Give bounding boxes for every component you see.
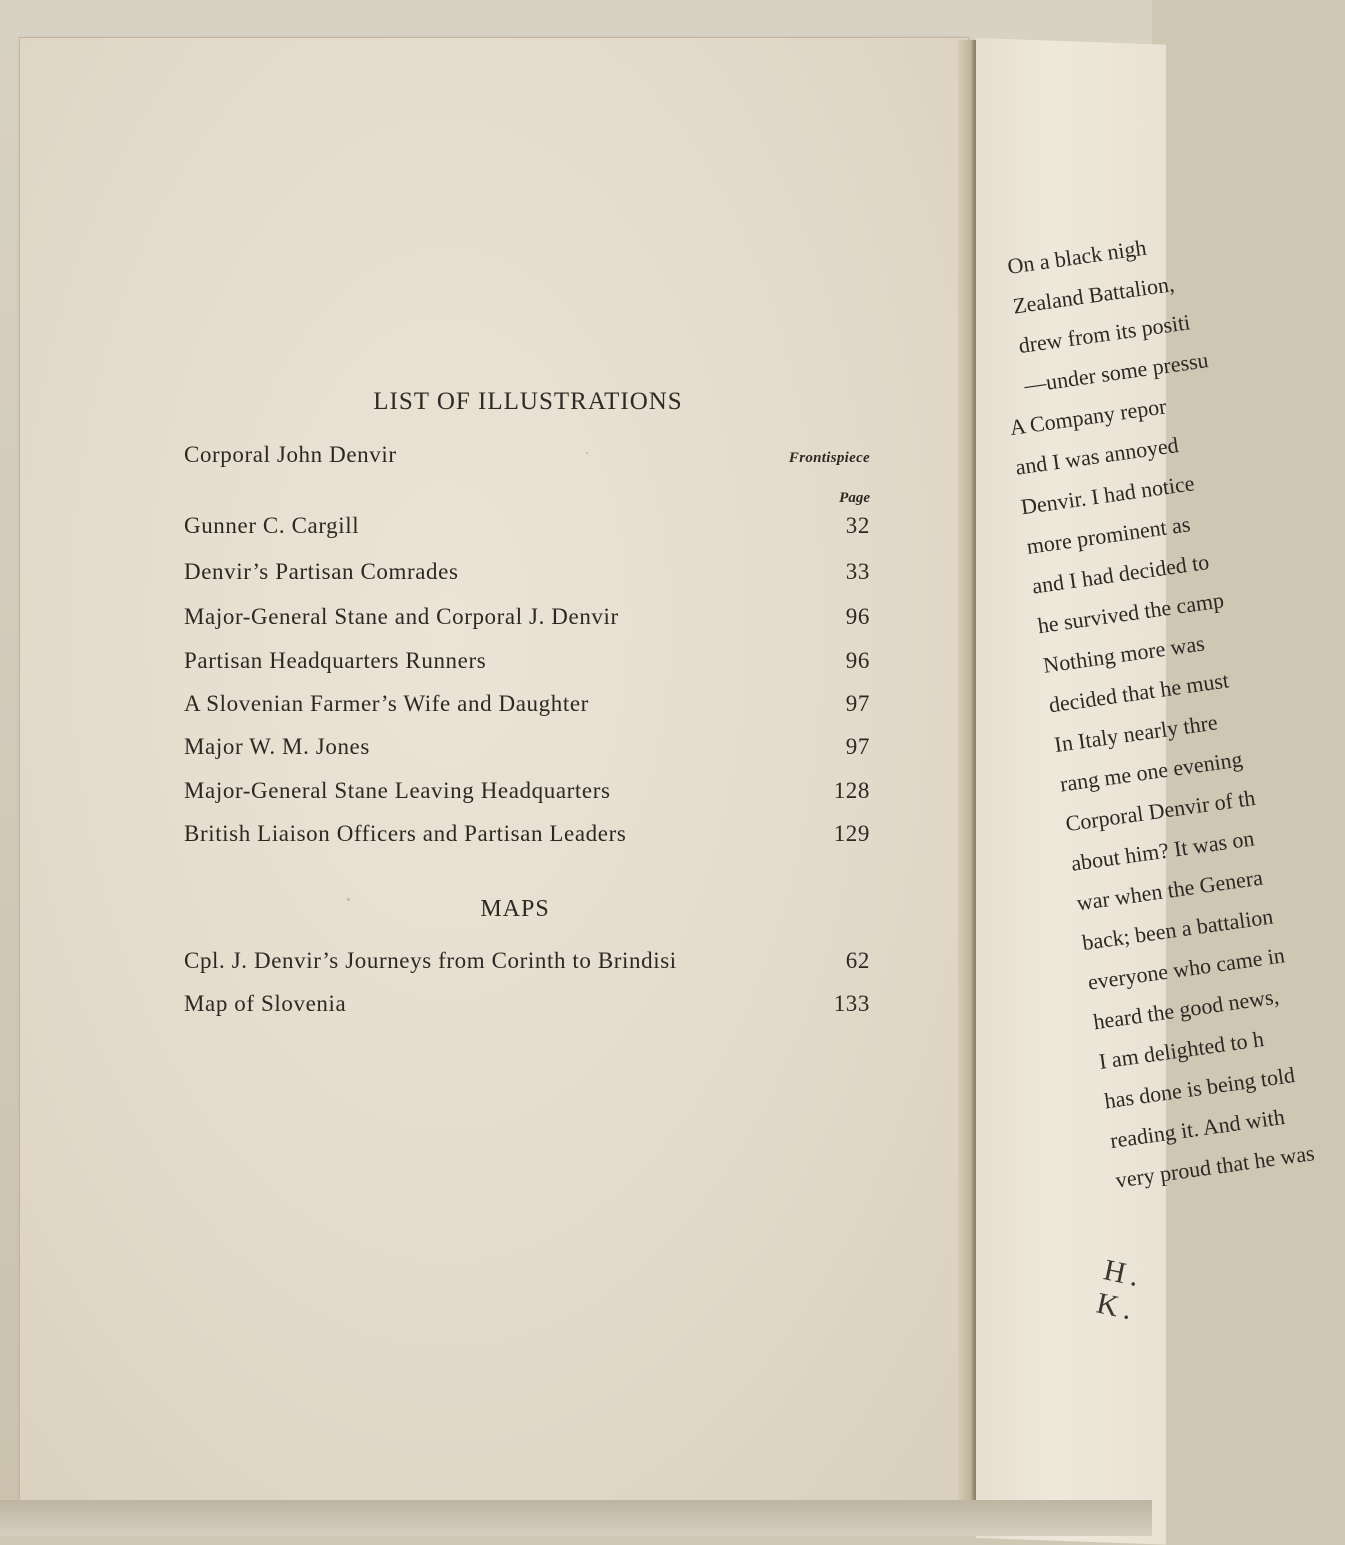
illustration-row (184, 604, 870, 638)
facing-page-line: I am delighted to h (1097, 1026, 1266, 1074)
map-page-number: 62 (845, 948, 870, 973)
illustration-title: Major-General Stane Leaving Headquarters (184, 778, 611, 803)
facing-page-line: war when the Genera (1075, 864, 1265, 916)
illustration-page-number: 97 (845, 734, 870, 759)
illustration-title: Gunner C. Cargill (184, 513, 360, 538)
illustration-title: Partisan Headquarters Runners (184, 648, 487, 673)
illustration-title: British Liaison Officers and Partisan Leaders (184, 821, 627, 846)
facing-page-line: more prominent as (1024, 511, 1192, 559)
facing-page-line: everyone who came in (1086, 942, 1287, 995)
illustration-page-number: 96 (845, 648, 870, 673)
illustration-page-number: 128 (833, 778, 870, 803)
facing-page-line: Zealand Battalion, (1011, 271, 1176, 319)
facing-page-line: Nothing more was (1041, 630, 1207, 678)
facing-page-line: and I had decided to (1030, 548, 1211, 599)
illustration-page-number: Frontispiece (788, 450, 870, 466)
map-title: Cpl. J. Denvir’s Journeys from Corinth to Brindisi (184, 948, 677, 973)
facing-page-line: decided that he must (1047, 667, 1231, 718)
illustration-row (184, 513, 870, 547)
paper-foxing-spot (347, 898, 350, 901)
facing-page-signature: H. K. (1093, 1253, 1148, 1328)
map-row (184, 991, 870, 1025)
facing-page-line: —under some pressu (1022, 347, 1210, 398)
illustration-page-number: 97 (845, 691, 870, 716)
map-page-number: 133 (833, 991, 870, 1016)
illustration-row (184, 734, 870, 768)
left-book-page (20, 38, 968, 1506)
facing-page-line: reading it. And with (1108, 1103, 1287, 1154)
facing-page-line: On a black nigh (1005, 234, 1148, 279)
facing-page-line: In Italy nearly thre (1052, 709, 1219, 758)
facing-page-line: drew from its positi (1016, 309, 1192, 359)
illustration-title: Major W. M. Jones (184, 734, 370, 759)
facing-page-line: and I was annoyed (1013, 432, 1181, 480)
list-of-illustrations-heading: LIST OF ILLUSTRATIONS (373, 388, 683, 415)
table-surface (0, 1500, 1152, 1536)
illustration-title: Corporal John Denvir (184, 442, 397, 467)
facing-page-line: A Company repor (1008, 393, 1168, 441)
facing-page-line: has done is being told (1102, 1062, 1297, 1114)
page-column-label: Page (839, 490, 870, 506)
facing-page-line: Corporal Denvir of th (1063, 784, 1257, 837)
illustration-title: Major-General Stane and Corporal J. Denvir (184, 604, 619, 629)
facing-page-line: he survived the camp (1036, 587, 1226, 639)
facing-page-line: Denvir. I had notice (1019, 470, 1196, 520)
illustration-row (184, 778, 870, 812)
illustration-row (184, 691, 870, 725)
illustration-row (184, 442, 870, 476)
illustration-title: Denvir’s Partisan Comrades (184, 559, 459, 584)
map-title: Map of Slovenia (184, 991, 347, 1016)
facing-page-line: about him? It was on (1069, 825, 1256, 876)
facing-page-line: heard the good news, (1091, 983, 1281, 1035)
illustration-row (184, 559, 870, 593)
map-row (184, 948, 870, 982)
illustration-page-number: 33 (845, 559, 870, 584)
illustration-page-number: 96 (845, 604, 870, 629)
illustration-title: A Slovenian Farmer’s Wife and Daughter (184, 691, 589, 716)
maps-heading: MAPS (480, 896, 550, 922)
illustration-page-number: 32 (845, 513, 870, 538)
illustration-row (184, 648, 870, 682)
illustration-row (184, 821, 870, 855)
facing-page-line: back; been a battalion (1080, 903, 1275, 956)
facing-page-line: very proud that he was (1114, 1140, 1316, 1193)
facing-page-line: rang me one evening (1058, 746, 1244, 797)
illustration-page-number: 129 (833, 821, 870, 846)
